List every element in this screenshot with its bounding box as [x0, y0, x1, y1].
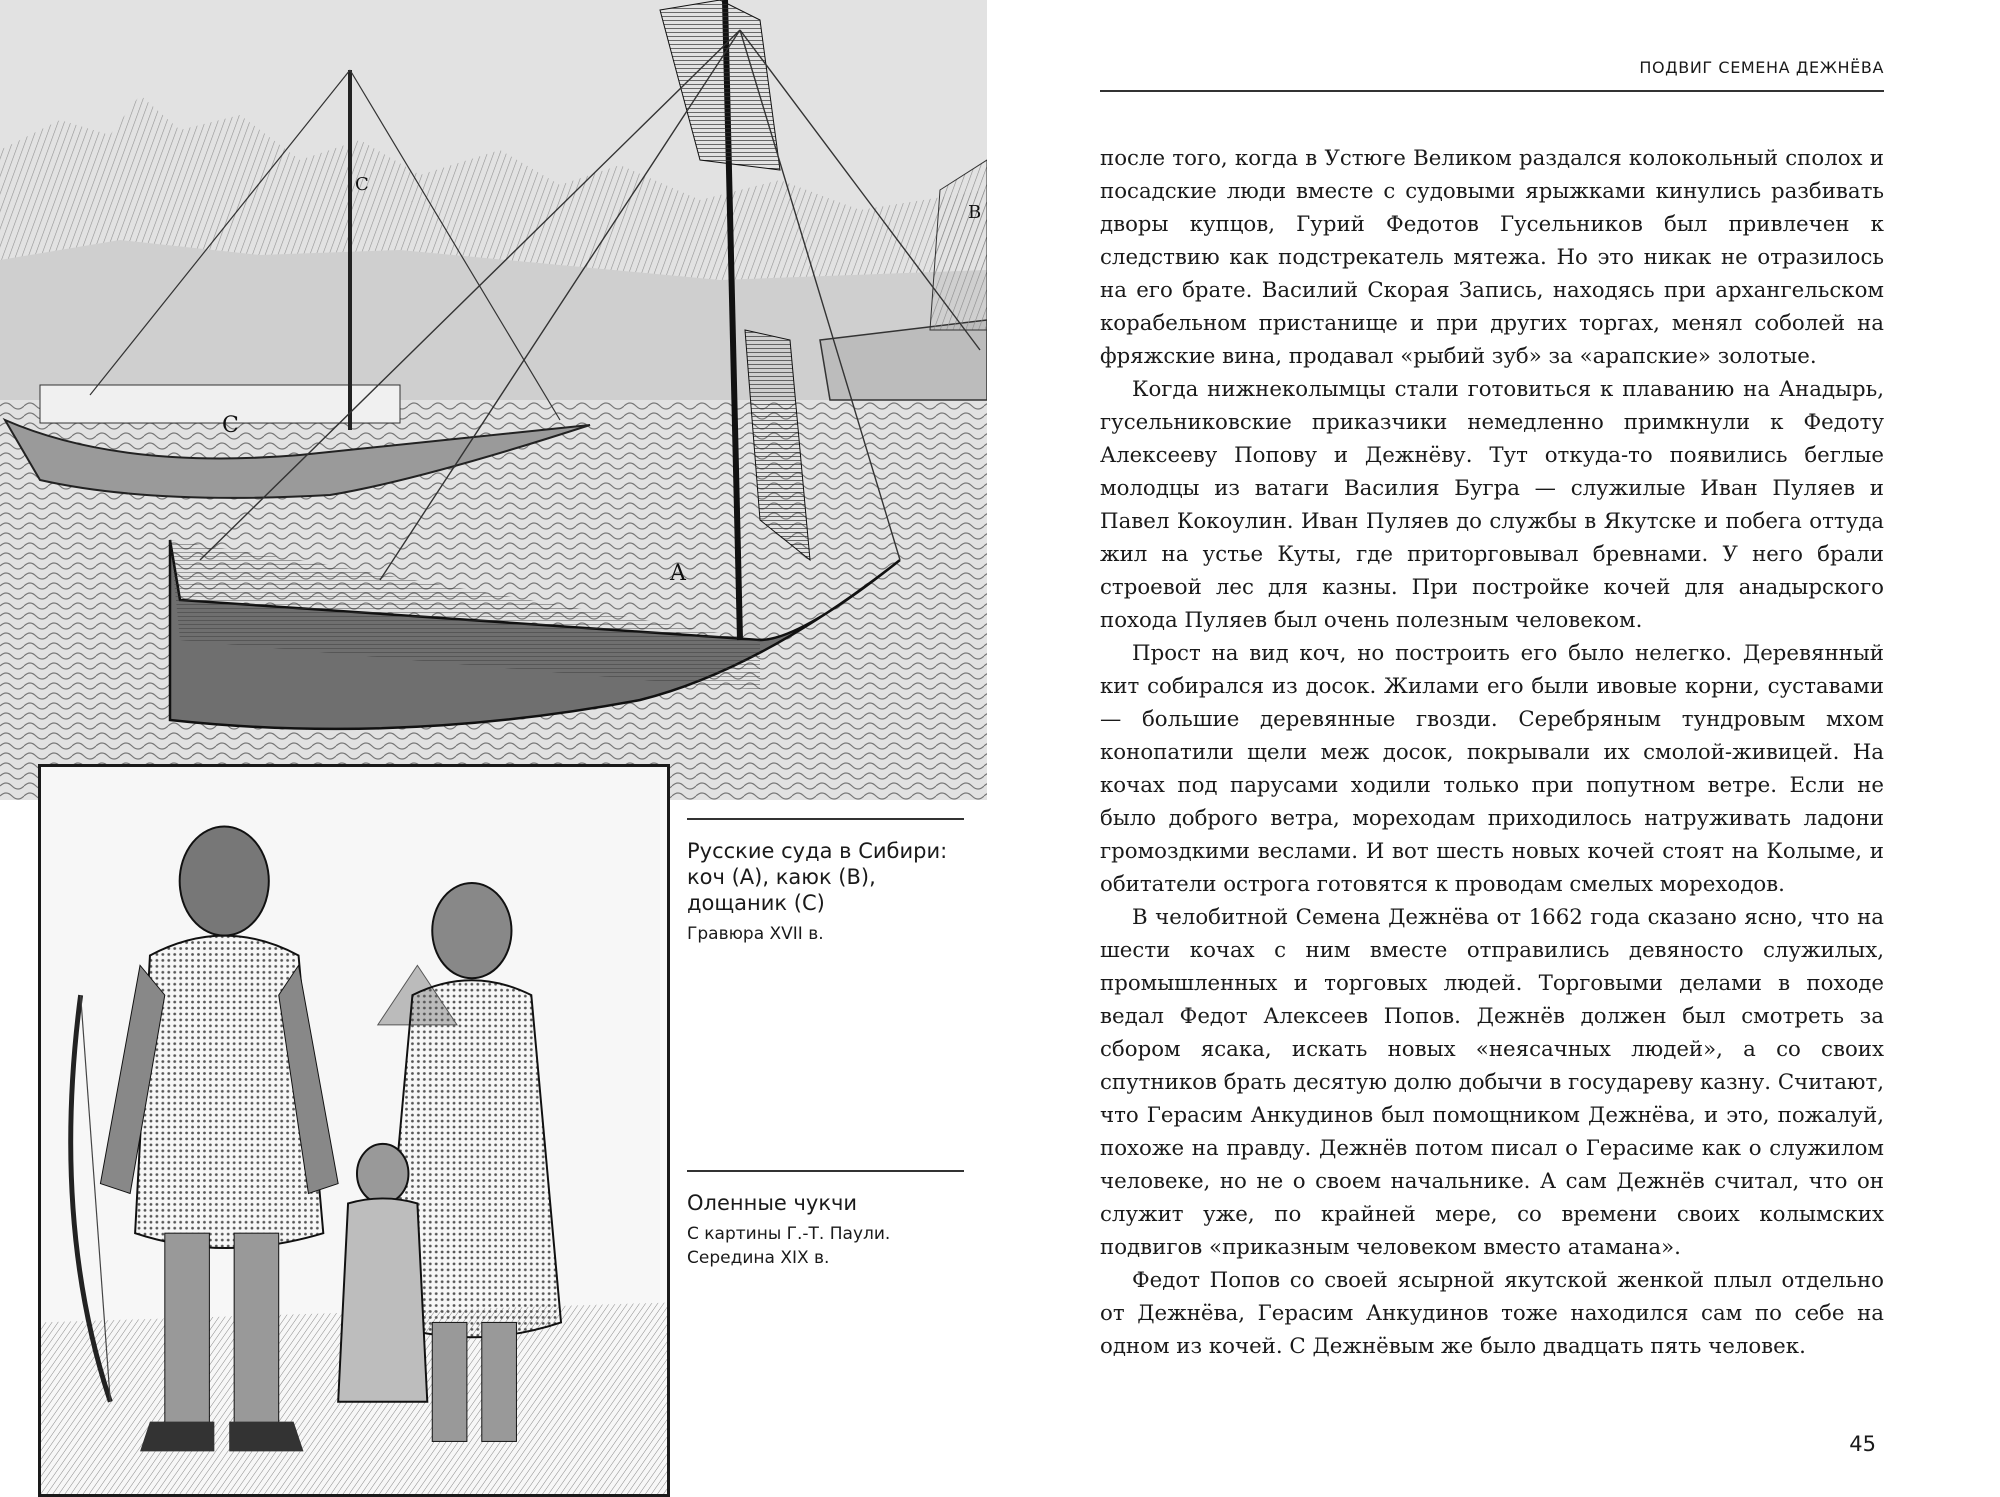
caption-rule — [687, 1170, 964, 1172]
ship-letter-c: C — [222, 413, 239, 438]
running-head: ПОДВИГ СЕМЕНА ДЕЖНЁВА — [1639, 58, 1884, 77]
ships-engraving-art — [0, 0, 987, 800]
header-rule — [1100, 90, 1884, 92]
ship-letter-a: A — [670, 561, 686, 586]
ships-caption-source: Гравюра XVII в. — [687, 924, 824, 944]
chukchi-engraving-art — [41, 767, 667, 1494]
people-caption — [687, 1170, 964, 1270]
paragraph: после того, когда в Устюге Великом раздался колокольный сполох и посадские люди вместе с судовыми ярыжками кинулись разбивать дворы купцов, Гурий Федотов Гусельников был привлечен к следствию как подстрекатель мятежа. Но это никак не отразилось на его брате. Василий Скорая Запись, находясь при архангельском корабельном пристанище и при других торгах, менял соболей на фряжские вина, продавал «рыбий зуб» за «арапские» золотые. — [1100, 146, 1884, 369]
chukchi-engraving — [38, 764, 670, 1497]
people-caption-title: Оленные чукчи — [687, 1191, 858, 1215]
caption-rule — [687, 818, 964, 820]
body-text — [1100, 142, 1884, 1363]
ships-caption-title: Русские суда в Сибири: коч (А), каюк (В), дощаник (С) — [687, 839, 948, 915]
paragraph: Федот Попов со своей ясырной якутской женкой плыл отдельно от Дежнёва, Герасим Анкудинов тоже находился сам по себе на одном из кочей. С Дежнёвым же было двадцать пять человек. — [1100, 1268, 1884, 1359]
ship-letter-b: B — [968, 202, 982, 223]
paragraph: В челобитной Семена Дежнёва от 1662 года сказано ясно, что на шести кочах с ним вместе отправились девяносто служилых, промышленных и торговых людей. Торговыми делами в походе ведал Федот Алексеев Попов. Дежнёв должен был смотреть за сбором ясака, искать новых «неясачных людей», а со своих спутников брать десятую долю добычи в государеву казну. Считают, что Герасим Анкудинов был помощником Дежнёва, и это, пожалуй, похоже на правду. Дежнёв потом писал о Герасиме как о служилом человеке, но не о своем начальнике. А сам Дежнёв считал, что он служит уже, по крайней мере, со времени своих колымских подвигов «приказным человеком вместо атамана». — [1100, 905, 1884, 1260]
paragraph: Прост на вид коч, но построить его было нелегко. Деревянный кит собирался из досок. Жилами его были ивовые корни, суставами — большие деревянные гвозди. Серебряным тундровым мхом конопатили щели меж досок, покрывали их смолой-живицей. На кочах под парусами ходили только при попутном ветре. Если не было доброго ветра, мореходам приходилось натруживать ладони громоздкими веслами. И вот шесть новых кочей стоят на Колыме, и обитатели острога готовятся к проводам смелых мореходов. — [1100, 641, 1884, 897]
mast-letter-c: C — [355, 174, 369, 195]
people-caption-source: С картины Г.-Т. Паули. Середина XIX в. — [687, 1224, 891, 1268]
ships-engraving — [0, 0, 987, 800]
paragraph: Когда нижнеколымцы стали готовиться к плаванию на Анадырь, гусельниковские приказчики немедленно примкнули к Федоту Алексееву Попову и Дежнёву. Тут откуда-то появились беглые молодцы из ватаги Василия Бугра — служилые Иван Пуляев и Павел Кокоулин. Иван Пуляев до службы в Якутске и побега оттуда жил на устье Куты, где приторговывал бревнами. У него брали строевой лес для казны. При постройке кочей для анадырского похода Пуляев был очень полезным человеком. — [1100, 377, 1884, 633]
ships-caption — [687, 818, 964, 946]
page-number: 45 — [1849, 1432, 1876, 1456]
